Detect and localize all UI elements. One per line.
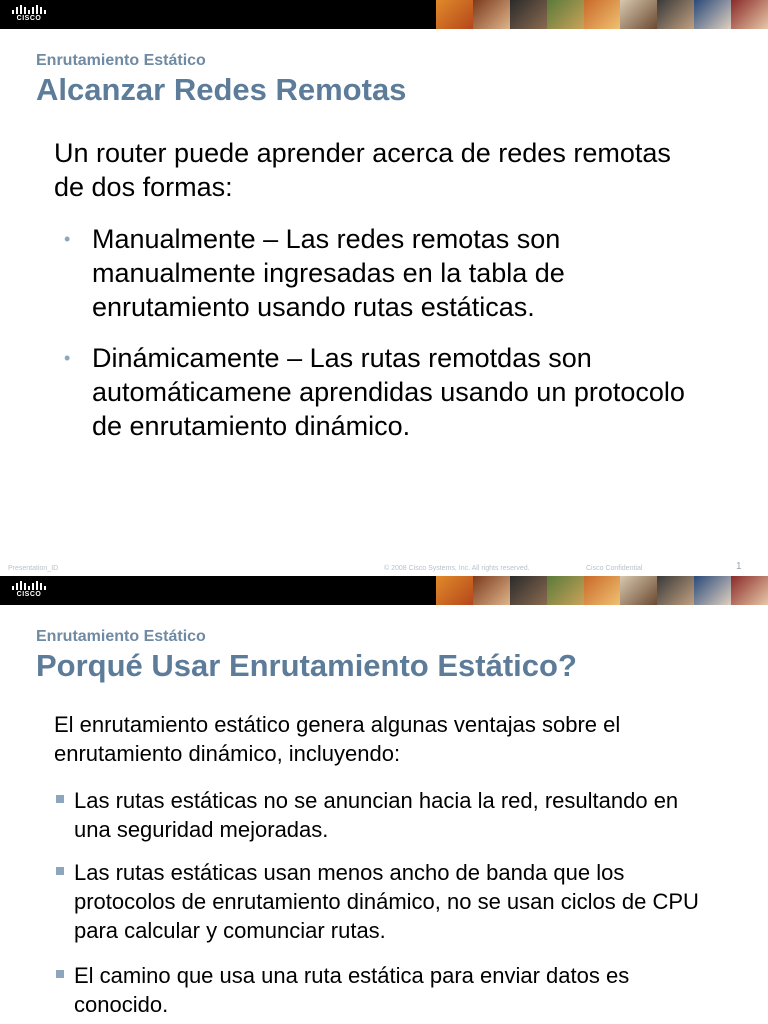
bullet-dot-icon: • xyxy=(64,348,71,368)
bullet-item xyxy=(64,222,704,324)
bullet-text: Dinámicamente – Las rutas remotdas son automáticamene aprendidas usando un protocolo de enrutamiento dinámico. xyxy=(92,343,685,441)
footer-confidential: Cisco Confidential xyxy=(586,565,643,572)
footer-copyright: © 2008 Cisco Systems, Inc. All rights reserved. xyxy=(384,565,530,572)
slide-title: Alcanzar Redes Remotas xyxy=(36,72,407,107)
page-number: 1 xyxy=(736,561,742,572)
cisco-logo: CISCO xyxy=(12,5,46,25)
cisco-logo: CISCO xyxy=(12,581,46,601)
header-bar xyxy=(0,576,768,605)
square-bullet-icon xyxy=(56,970,64,978)
section-label: Enrutamiento Estático xyxy=(36,52,206,69)
header-photo-banner xyxy=(436,0,768,29)
bullet-item xyxy=(56,858,716,945)
bullet-item xyxy=(56,786,716,844)
square-bullet-icon xyxy=(56,867,64,875)
intro-text: Un router puede aprender acerca de redes remotas de dos formas: xyxy=(54,138,671,202)
section-label: Enrutamiento Estático xyxy=(36,628,206,645)
bullet-item xyxy=(56,961,716,1019)
square-bullet-icon xyxy=(56,795,64,803)
slide-title: Porqué Usar Enrutamiento Estático? xyxy=(36,648,577,683)
bullet-text: El camino que usa una ruta estática para enviar datos es conocido. xyxy=(74,963,630,1017)
bullet-text: Las rutas estáticas usan menos ancho de banda que los protocolos de enrutamiento dinámico, no se usan ciclos de CPU para calcular y comunciar rutas. xyxy=(74,860,699,943)
footer-presentation-id: Presentation_ID xyxy=(8,565,59,572)
bullet-text: Las rutas estáticas no se anuncian hacia la red, resultando en una seguridad mejoradas. xyxy=(74,788,679,842)
slide-2 xyxy=(0,576,768,1024)
bullet-item xyxy=(64,341,704,443)
header-photo-banner xyxy=(436,576,768,605)
bullet-text: Manualmente – Las redes remotas son manualmente ingresadas en la tabla de enrutamiento usando rutas estáticas. xyxy=(92,224,565,322)
bullet-dot-icon: • xyxy=(64,229,71,249)
intro-text: El enrutamiento estático genera algunas ventajas sobre el enrutamiento dinámico, incluyendo: xyxy=(54,712,621,766)
header-bar xyxy=(0,0,768,29)
